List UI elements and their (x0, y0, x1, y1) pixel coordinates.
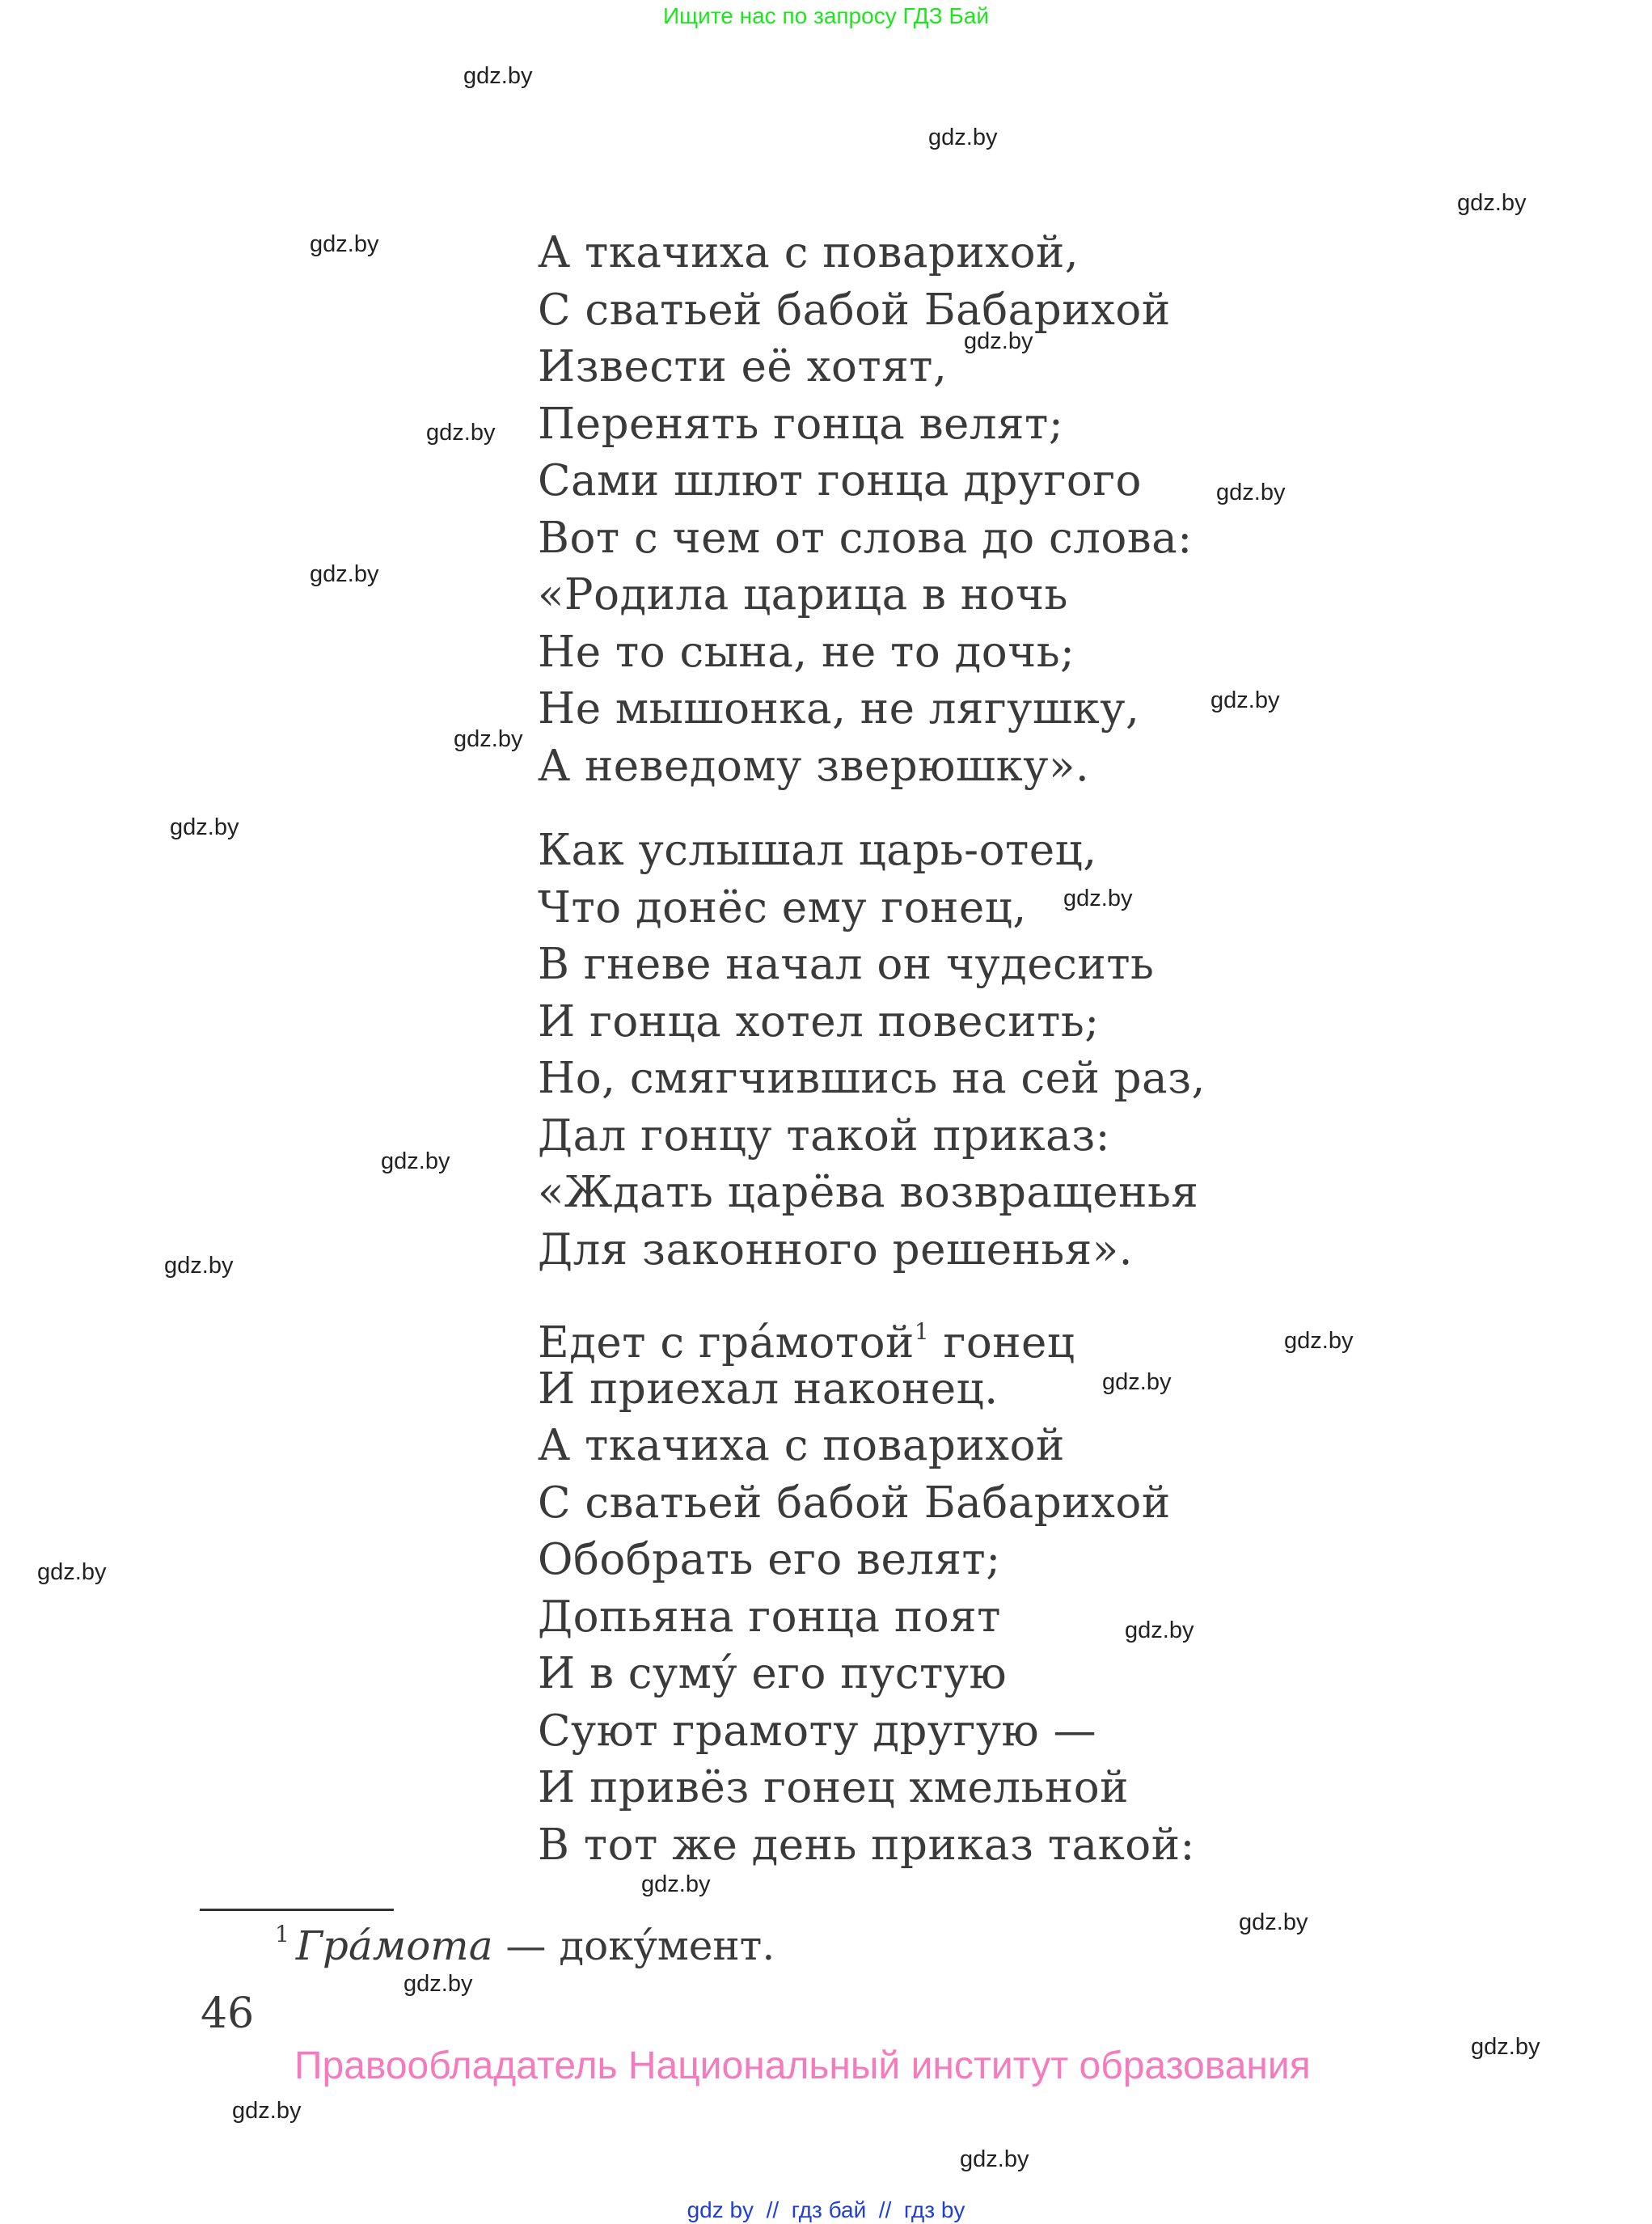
poem-line: С сватьей бабой Бабарихой (538, 1478, 1171, 1528)
poem-line: А неведому зверюшку». (538, 741, 1090, 791)
watermark: gdz.by (1210, 687, 1280, 713)
watermark: gdz.by (403, 1971, 473, 1997)
watermark: gdz.by (232, 2098, 302, 2124)
poem-line: Суют грамоту другую — (538, 1706, 1097, 1756)
rights-holder-notice: Правообладатель Национальный институт образования (294, 2044, 1311, 2087)
footnote (275, 1921, 775, 1969)
watermark: gdz.by (170, 814, 239, 840)
poem-line: «Ждать царёва возвращенья (538, 1168, 1199, 1217)
watermark: gdz.by (1102, 1369, 1172, 1395)
stanza-3 (538, 1304, 1195, 1874)
poem-line: Что донёс ему гонец, (538, 882, 1027, 932)
watermark: gdz.by (1457, 190, 1527, 216)
search-banner: Ищите нас по запросу ГДЗ Бай (662, 3, 990, 28)
watermark: gdz.by (1284, 1328, 1354, 1354)
footnote-definition: — доку́мент. (492, 1922, 775, 1969)
poem-line: Обобрать его велят; (538, 1535, 1001, 1584)
poem-line: Для законного решенья». (538, 1224, 1133, 1275)
watermark: gdz.by (964, 328, 1033, 354)
poem-line: И приехал наконец. (538, 1364, 999, 1414)
watermark: gdz.by (463, 63, 533, 89)
poem-line (538, 1304, 1195, 1368)
poem-line-text: Едет с гра́мотой (538, 1318, 915, 1368)
watermark: gdz.by (164, 1253, 234, 1279)
poem-line: Как услышал царь-отец, (538, 826, 1097, 875)
watermark: gdz.by (1063, 886, 1133, 911)
watermark: gdz.by (1216, 480, 1286, 505)
poem-line: И гонца хотел повесить; (538, 996, 1100, 1046)
poem-line: «Родила царица в ночь (538, 570, 1068, 619)
poem-line: Не мышонка, не лягушку, (538, 684, 1140, 734)
watermark: gdz.by (310, 231, 379, 257)
poem-line-tail: гонец (929, 1318, 1075, 1368)
poem-line: И привёз гонец хмельной (538, 1763, 1129, 1812)
poem-line: А ткачиха с поварихой, (538, 228, 1080, 277)
poem-line: Не то сына, не то дочь; (538, 627, 1075, 677)
poem-line: Сами шлют гонца другого (538, 456, 1142, 505)
watermark: gdz.by (1239, 1909, 1308, 1935)
bottom-links[interactable]: gdz by // гдз бай // гдз by (687, 2197, 965, 2222)
watermark: gdz.by (381, 1148, 450, 1174)
watermark: gdz.by (454, 726, 523, 752)
watermark: gdz.by (426, 420, 496, 446)
watermark: gdz.by (37, 1559, 107, 1585)
page-number: 46 (201, 1989, 255, 2038)
watermark: gdz.by (641, 1871, 711, 1897)
watermark: gdz.by (960, 2146, 1029, 2172)
footnote-term: Гра́мота (295, 1922, 493, 1969)
poem-line: Вот с чем от слова до слова: (538, 513, 1193, 563)
watermark: gdz.by (1471, 2034, 1540, 2060)
poem-line: В тот же день приказ такой: (538, 1820, 1195, 1870)
poem-line: Допьяна гонца поят (538, 1592, 1001, 1642)
poem-line: И в суму́ его пустую (538, 1649, 1008, 1698)
poem-line: С сватьей бабой Бабарихой (538, 285, 1171, 335)
poem-line: В гневе начал он чудесить (538, 940, 1155, 989)
poem-line: Перенять гонца велят; (538, 399, 1064, 449)
poem-line: А ткачиха с поварихой (538, 1421, 1065, 1470)
footnote-reference: 1 (914, 1318, 930, 1345)
poem-line: Дал гонцу такой приказ: (538, 1110, 1111, 1161)
watermark: gdz.by (1125, 1617, 1194, 1643)
footnote-mark: 1 (275, 1921, 289, 1947)
watermark: gdz.by (310, 561, 379, 587)
watermark: gdz.by (928, 125, 998, 150)
footnote-divider (200, 1909, 394, 1911)
stanza-1 (538, 225, 1193, 795)
poem-line: Но, смягчившись на сей раз, (538, 1054, 1206, 1103)
poem-line: Извести её хотят, (538, 342, 948, 391)
